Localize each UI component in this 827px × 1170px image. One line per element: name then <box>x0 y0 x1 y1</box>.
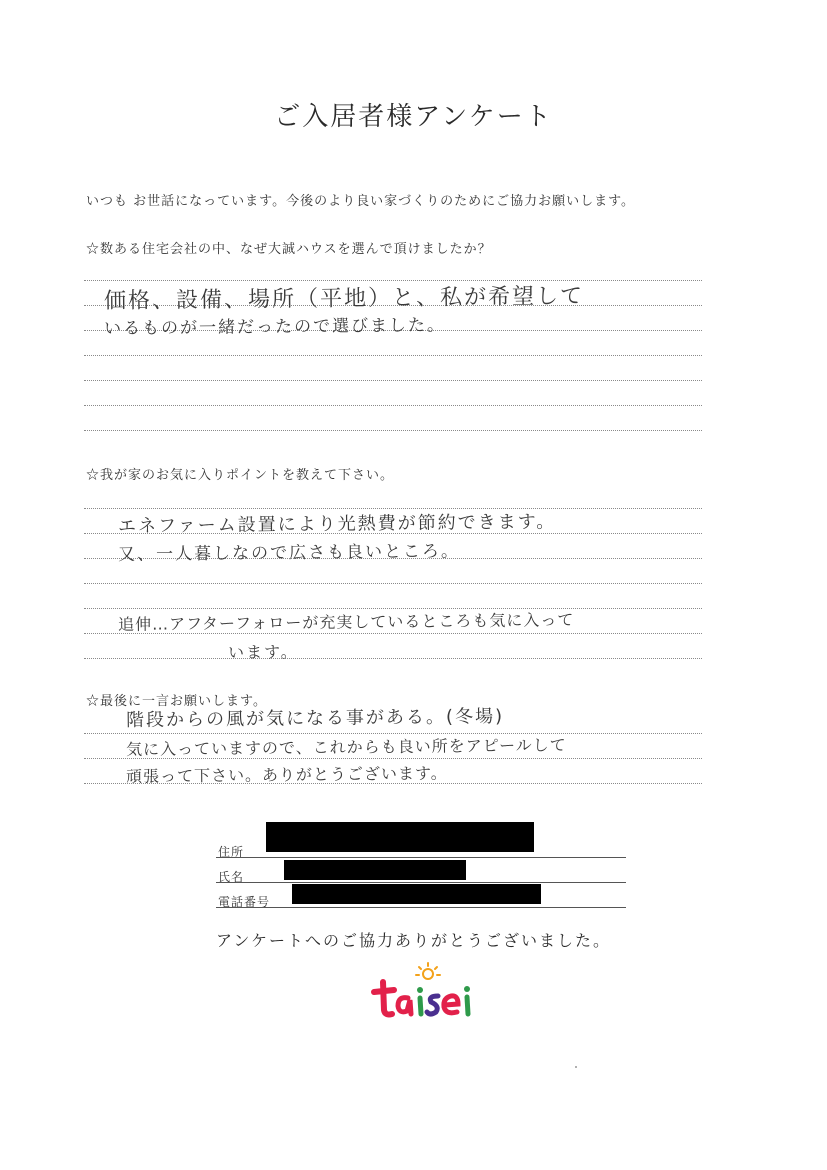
phone-label: 電話番号 <box>218 895 271 909</box>
answer-line <box>84 405 702 406</box>
question-1-label: ☆数ある住宅会社の中、なぜ大誠ハウスを選んで頂けましたか？ <box>86 242 492 257</box>
handwritten-answer-line: 頑張って下さい。ありがとうございます。 <box>125 763 448 786</box>
name-label: 氏名 <box>218 870 245 884</box>
intro-text: いつも お世話になっています。今後のより良い家づくりのためにご協力お願いします。 <box>86 194 636 209</box>
handwritten-answer-line: いるものが一緒だったので選びました。 <box>103 315 447 339</box>
phone-line <box>216 907 626 908</box>
handwritten-answer-line: 価格、設備、場所（平地）と、私が希望して <box>103 283 585 314</box>
handwritten-answer-line: 階段からの風が気になる事がある。(冬場) <box>125 706 505 731</box>
answer-line <box>84 380 702 381</box>
answer-line <box>84 430 702 431</box>
address-label: 住所 <box>218 845 245 859</box>
redacted-phone <box>292 884 541 904</box>
thanks-message: アンケートへのご協力ありがとうございました。 <box>215 931 612 950</box>
name-line <box>216 882 626 883</box>
scan-speck <box>575 1066 577 1068</box>
taisei-logo <box>370 962 485 1022</box>
handwritten-answer-line: 追伸…アフターフォローが充実しているところも気に入って <box>117 610 575 634</box>
answer-line <box>84 583 702 584</box>
handwritten-answer-line: 又、一人暮しなので広さも良いところ。 <box>117 541 461 565</box>
question-2-label: ☆我が家のお気に入りポイントを教えて下さい。 <box>86 468 395 483</box>
sun-icon <box>416 963 440 979</box>
redacted-name <box>284 860 466 880</box>
handwritten-answer-line: 気に入っていますので、これからも良い所をアピールして <box>125 735 567 759</box>
handwritten-answer-line: エネファーム設置により光熱費が節約できます。 <box>117 511 557 537</box>
question-3-label: ☆最後に一言お願いします。 <box>86 694 267 709</box>
page-title: ご入居者様アンケート <box>274 102 553 132</box>
answer-line <box>84 355 702 356</box>
handwritten-answer-line: います。 <box>227 642 299 662</box>
answer-line <box>84 658 702 659</box>
address-line <box>216 857 626 858</box>
redacted-address <box>266 822 534 852</box>
